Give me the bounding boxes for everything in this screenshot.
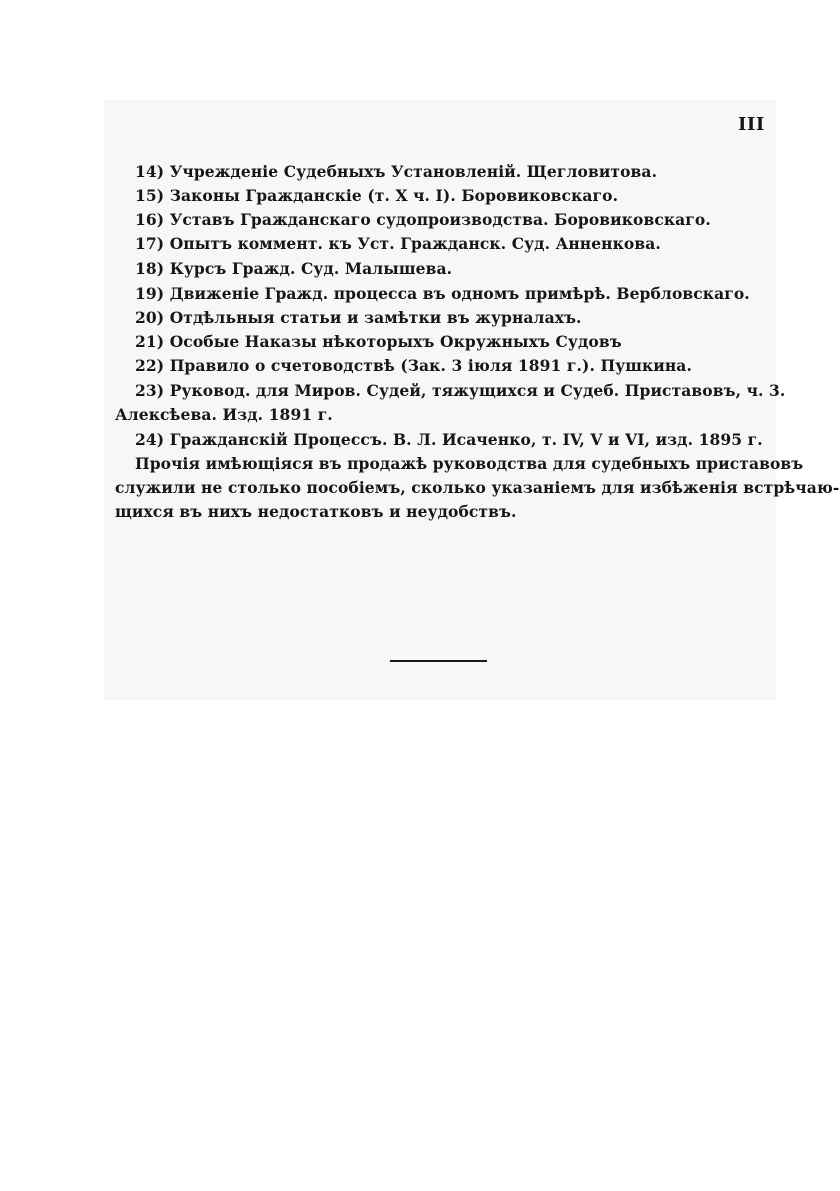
list-item-17: 17) Опытъ коммент. къ Уст. Гражданск. Суд. Анненкова.	[135, 234, 661, 253]
list-item-22: 22) Правило о счетоводствѣ (Зак. 3 іюля 1891 г.). Пушкина.	[135, 356, 692, 375]
list-item-24: 24) Гражданскій Процессъ. В. Л. Исаченко, т. IV, V и VI, изд. 1895 г.	[135, 430, 763, 449]
list-item-19: 19) Движеніе Гражд. процесса въ одномъ примѣрѣ. Вербловскаго.	[135, 284, 750, 303]
list-item-20: 20) Отдѣльныя статьи и замѣтки въ журналахъ.	[135, 308, 582, 327]
closing-paragraph-line-2: служили не столько пособіемъ, сколько указаніемъ для избѣженія встрѣчаю-	[115, 478, 840, 497]
list-item-18: 18) Курсъ Гражд. Суд. Малышева.	[135, 259, 453, 278]
list-item-23: 23) Руковод. для Миров. Судей, тяжущихся и Судеб. Приставовъ, ч. 3.	[135, 381, 786, 400]
list-item-21: 21) Особые Наказы нѣкоторыхъ Окружныхъ Судовъ	[135, 332, 622, 351]
list-item-23-continuation: Алексѣева. Изд. 1891 г.	[115, 405, 333, 424]
list-item-16: 16) Уставъ Гражданскаго судопроизводства. Боровиковскаго.	[135, 210, 711, 229]
page-number: III	[738, 114, 765, 135]
list-item-15: 15) Законы Гражданскіе (т. X ч. I). Боровиковскаго.	[135, 186, 619, 205]
closing-paragraph-line-1: Прочія имѣющіяся въ продажѣ руководства для судебныхъ приставовъ	[135, 454, 804, 473]
list-item-14: 14) Учрежденіе Судебныхъ Установленій. Щегловитова.	[135, 162, 658, 181]
closing-paragraph-line-3: щихся въ нихъ недостатковъ и неудобствъ.	[115, 502, 517, 521]
section-divider-rule	[390, 660, 487, 662]
